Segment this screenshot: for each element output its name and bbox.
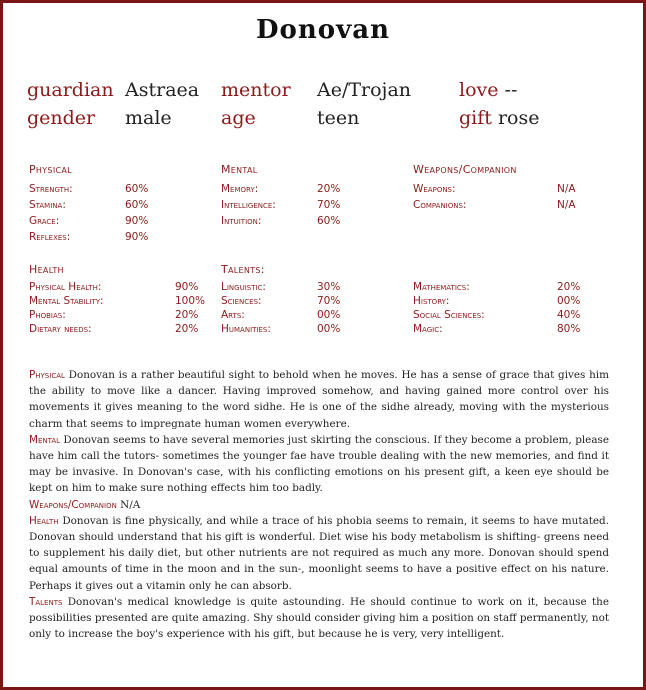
- stat-label: Humanities:: [221, 323, 271, 335]
- mentor-value: Ae/Trojan: [317, 79, 412, 101]
- stat-label: Weapons:: [413, 183, 456, 195]
- gift-field: [459, 107, 540, 129]
- stat-label: Mental Stability:: [29, 295, 104, 307]
- stat-row: [413, 321, 593, 337]
- stat-row: [29, 229, 179, 245]
- physical-paragraph: [29, 367, 609, 432]
- gift-value: rose: [497, 107, 540, 129]
- stat-value: 60%: [317, 215, 341, 227]
- stat-value: 90%: [175, 281, 199, 293]
- guardian-field: [27, 79, 114, 101]
- talents-section-title: Talents:: [221, 263, 265, 276]
- physical-section-title: Physical: [29, 163, 72, 176]
- gender-value: male: [125, 107, 172, 129]
- notes-body: [29, 367, 609, 642]
- stat-label: History:: [413, 295, 450, 307]
- paragraph-text: Donovan is fine physically, and while a trace of his phobia seems to remain, it seems to have mutated. Donovan should understand that his gift is wonderful. Diet wise his body metabolism is shifting- greens need to supplement his daily diet, but other nutrients are not required as much any more. Donovan should spend equal amounts of time in the moon and in the sun-, moonlight seems to have a positive effect on his nature. Perhaps it gives out a vitamin only he can absorb.: [29, 514, 609, 592]
- mental-paragraph: [29, 432, 609, 497]
- stat-label: Intuition:: [221, 215, 262, 227]
- stat-value: 30%: [317, 281, 341, 293]
- health-paragraph: [29, 513, 609, 594]
- stat-row: [413, 197, 593, 213]
- health-section-title: Health: [29, 263, 64, 276]
- stat-row: [221, 181, 371, 197]
- stat-row: [413, 181, 593, 197]
- talents-paragraph: [29, 594, 609, 643]
- paragraph-text: Donovan is a rather beautiful sight to behold when he moves. He has a sense of grace that gives him the ability to move like a dancer. Having improved somehow, and having gained more control over his movements it gives meaning to the word sidhe. He is one of the sidhe already, moving with the mysterious charm that seems to impregnate human women everywhere.: [29, 369, 609, 430]
- stat-label: Reflexes:: [29, 231, 71, 243]
- paragraph-key: Health: [29, 514, 59, 527]
- mentor-field: [221, 79, 291, 101]
- stat-label: Phobias:: [29, 309, 66, 321]
- paragraph-key: Physical: [29, 369, 65, 381]
- stat-label: Magic:: [413, 323, 443, 335]
- mentor-value-field: [317, 79, 411, 101]
- stat-label: Social Sciences:: [413, 309, 485, 321]
- stat-label: Dietary needs:: [29, 323, 92, 335]
- paragraph-text: N/A: [116, 498, 141, 511]
- age-value-field: [317, 107, 359, 129]
- love-field: [459, 79, 517, 101]
- guardian-value: Astraea: [125, 79, 200, 101]
- stat-value: 80%: [557, 323, 581, 335]
- stat-value: 20%: [557, 281, 581, 293]
- stat-label: Physical Health:: [29, 281, 102, 293]
- stat-label: Companions:: [413, 199, 467, 211]
- stat-label: Intelligence:: [221, 199, 276, 211]
- stat-value: 100%: [175, 295, 206, 307]
- gender-value-field: [125, 107, 172, 129]
- mental-section-title: Mental: [221, 163, 258, 176]
- paragraph-text: Donovan seems to have several memories just skirting the conscious. If they become a problem, please have him call the tutors- sometimes the younger fae have trouble dealing with the new memories, and find it may be invasive. In Donovan's case, with his conflicting emotions on his present gift, a keen eye should be kept on him to make sure nothing effects him too badly.: [29, 433, 609, 495]
- love-value: --: [504, 79, 518, 101]
- stat-value: 00%: [317, 309, 341, 321]
- stat-label: Sciences:: [221, 295, 262, 307]
- stat-value: 90%: [125, 215, 149, 227]
- stat-value: 20%: [317, 183, 341, 195]
- stat-value: 60%: [125, 199, 149, 211]
- stat-value: N/A: [557, 183, 576, 195]
- page-title: Donovan: [256, 15, 390, 45]
- guardian-label: guardian: [27, 79, 114, 101]
- stat-row: [29, 321, 205, 337]
- stat-row: [29, 181, 179, 197]
- stat-row: [29, 213, 179, 229]
- stat-row: [221, 321, 371, 337]
- love-label: love: [459, 79, 499, 101]
- age-field: [221, 107, 256, 129]
- stat-value: 40%: [557, 309, 581, 321]
- paragraph-key: Weapons/Companion: [29, 498, 117, 511]
- stat-label: Memory:: [221, 183, 259, 195]
- stat-value: 90%: [125, 231, 149, 243]
- gender-label: gender: [27, 107, 96, 129]
- stat-value: N/A: [557, 199, 576, 211]
- stat-row: [29, 197, 179, 213]
- stat-value: 70%: [317, 199, 341, 211]
- stat-value: 20%: [175, 323, 199, 335]
- age-label: age: [221, 107, 256, 129]
- stat-label: Arts:: [221, 309, 245, 321]
- paragraph-key: Mental: [29, 433, 61, 446]
- paragraph-key: Talents: [29, 595, 63, 608]
- stat-value: 60%: [125, 183, 149, 195]
- paragraph-text: Donovan's medical knowledge is quite astounding. He should continue to work on it, because the possibilities presented are quite amazing. Shy should consider giving him a position on staff permanently, not only to increase the boy's experience with his gift, but because he is very, very intelligent.: [29, 595, 609, 641]
- gift-label: gift: [459, 107, 492, 129]
- stat-row: [221, 213, 371, 229]
- mentor-label: mentor: [221, 79, 291, 101]
- weapons-section-title: Weapons/Companion: [413, 163, 517, 176]
- gender-field: [27, 107, 95, 129]
- guardian-value-field: [125, 79, 199, 101]
- stat-label: Stamina:: [29, 199, 66, 211]
- stat-value: 20%: [175, 309, 199, 321]
- stat-label: Mathematics:: [413, 281, 470, 293]
- stat-value: 70%: [317, 295, 341, 307]
- stat-label: Grace:: [29, 215, 60, 227]
- stat-value: 00%: [317, 323, 341, 335]
- stat-label: Strength:: [29, 183, 73, 195]
- weapons-paragraph: [29, 497, 609, 513]
- age-value: teen: [317, 107, 360, 129]
- stat-label: Linguistic:: [221, 281, 266, 293]
- stat-value: 00%: [557, 295, 581, 307]
- stat-row: [221, 197, 371, 213]
